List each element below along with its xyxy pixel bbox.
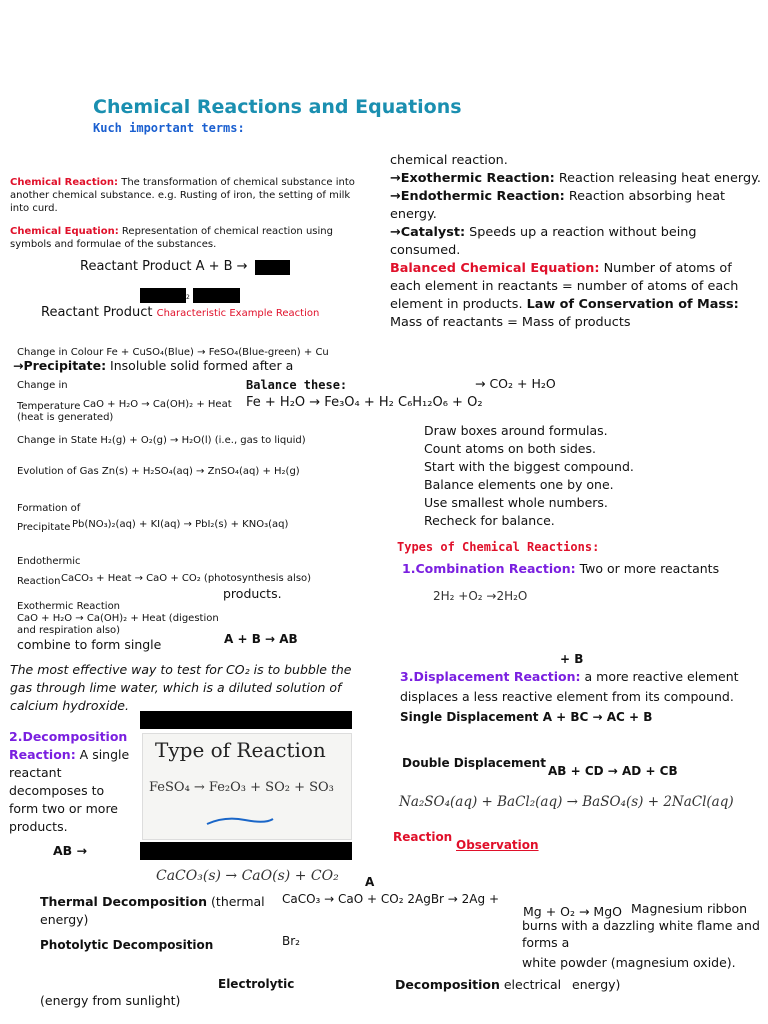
type-of-reaction-image	[142, 733, 352, 840]
right-definitions	[390, 152, 762, 332]
reactant-product-line2	[41, 305, 319, 320]
decomposition-text: A single reactant decomposes to form two or more products.	[9, 747, 130, 834]
products-word: products.	[223, 586, 282, 601]
endothermic-def	[390, 188, 762, 224]
energy-close: energy)	[572, 977, 621, 992]
endothermic-equation: CaCO₃ + Heat → CaO + CO₂ (photosynthesis also)	[61, 573, 312, 584]
endothermic-term: →Endothermic Reaction:	[390, 189, 565, 204]
law-conservation-term: Law of Conservation of Mass:	[526, 297, 739, 312]
decomposition-def	[9, 728, 137, 836]
chemical-equation-def	[10, 225, 360, 251]
step-item: Recheck for balance.	[424, 513, 555, 528]
gas-evolution-row: Evolution of Gas Zn(s) + H₂SO₄(aq) → ZnSO₄(aq) + H₂(g)	[17, 466, 300, 477]
mg-description: Magnesium ribbon burns with a dazzling white flame and forms a	[522, 901, 760, 950]
endothermic-label: Endothermic	[17, 556, 81, 567]
redaction-box	[193, 288, 240, 303]
reaction-label: Reaction	[17, 576, 61, 587]
combination-term: 1.Combination Reaction:	[402, 561, 576, 576]
types-title: Types of Chemical Reactions:	[397, 540, 600, 554]
combination-def	[402, 561, 719, 576]
balancing-steps	[424, 422, 634, 530]
chemical-reaction-term: Chemical Reaction:	[10, 177, 119, 188]
br2-product: Br₂	[282, 934, 300, 948]
colour-change-row: Change in Colour Fe + CuSO₄(Blue) → FeSO₄(Blue-green) + Cu	[17, 347, 329, 358]
precipitate-term: →Precipitate:	[13, 358, 107, 373]
exothermic-title: Exothermic Reaction	[17, 601, 121, 612]
page-title: Chemical Reactions and Equations	[93, 96, 462, 118]
double-displacement-equation: AB + CD → AD + CB	[548, 764, 678, 778]
exothermic-text: Reaction releasing heat energy.	[554, 171, 761, 186]
photolytic-decomposition: Photolytic Decomposition	[40, 938, 214, 952]
electrolytic-label: Electrolytic	[218, 977, 295, 991]
exothermic-equation-cont: and respiration also)	[17, 625, 121, 636]
thermal-decomposition-term: Thermal Decomposition	[40, 894, 208, 909]
precipitate-def: Insoluble solid formed after a	[106, 358, 294, 373]
exothermic-term: →Exothermic Reaction:	[390, 171, 555, 186]
exothermic-equation: CaO + H₂O → Ca(OH)₂ + Heat (digestion	[17, 613, 219, 624]
reaction-heading: Reaction	[393, 830, 453, 844]
underline-swoosh-icon	[205, 814, 275, 828]
redaction-box	[140, 711, 352, 729]
redaction-box	[140, 288, 186, 303]
chemical-reaction-text: The transformation of chemical substance into another chemical substance. e.g. Rusting of iron, the setting of milk into curd.	[10, 177, 355, 214]
reactant-product-label: Reactant Product	[41, 305, 153, 320]
type-of-reaction-heading: Type of Reaction	[155, 738, 326, 762]
balance-equation: Fe + H₂O → Fe₃O₄ + H₂ C₆H₁₂O₆ + O₂	[246, 395, 483, 410]
redaction-box	[255, 260, 290, 275]
ab-arrow: AB →	[53, 843, 88, 858]
step-item: Use smallest whole numbers.	[424, 495, 608, 510]
electrolytic-decomposition	[395, 977, 561, 992]
double-displacement: Double Displacement	[402, 756, 546, 770]
step-item: Balance elements one by one.	[424, 477, 614, 492]
caco3-image-equation: CaCO₃(s) → CaO(s) + CO₂	[156, 868, 339, 884]
chemical-equation-text: Representation of chemical reaction using symbols and formulae of the substances.	[10, 226, 333, 250]
temperature-label: Temperature	[17, 401, 81, 412]
page-subtitle: Kuch important terms:	[93, 121, 245, 135]
heat-generated-note: (heat is generated)	[17, 412, 114, 423]
law-conservation-text: Mass of reactants = Mass of products	[390, 315, 631, 330]
mg-equation: Mg + O₂ → MgO	[523, 904, 622, 919]
precipitate-label: Precipitate	[17, 522, 71, 533]
displacement-text: a more reactive element displaces a less reactive element from its compound.	[400, 669, 739, 704]
a-letter: A	[365, 875, 375, 889]
balanced-equation-text: Number of atoms of each element in reactants = number of atoms of each element in products.	[390, 261, 739, 312]
step-item: Draw boxes around formulas.	[424, 423, 608, 438]
co2-h2o-product: → CO₂ + H₂O	[475, 376, 556, 391]
displacement-term: 3.Displacement Reaction:	[400, 669, 581, 684]
endothermic-text: Reaction absorbing heat energy.	[390, 189, 726, 222]
decomposition-term: 2.Decomposition Reaction:	[9, 729, 128, 762]
catalyst-term: →Catalyst:	[390, 225, 466, 240]
white-powder-note: white powder (magnesium oxide).	[522, 955, 736, 970]
combination-text: Two or more reactants	[575, 561, 720, 576]
formation-of-label: Formation of	[17, 503, 81, 514]
exothermic-def	[390, 170, 762, 188]
combine-single-text: combine to form single	[17, 637, 162, 652]
h2o-image-equation: 2H₂ +O₂ →2H₂O	[433, 589, 528, 603]
catalyst-def	[390, 224, 762, 260]
electrical-word: electrical	[499, 977, 562, 992]
single-displacement: Single Displacement A + BC → AC + B	[400, 710, 653, 724]
plus-b: + B	[560, 652, 584, 666]
temperature-equation: CaO + H₂O → Ca(OH)₂ + Heat	[83, 399, 232, 410]
precipitate-equation: Pb(NO₃)₂(aq) + KI(aq) → PbI₂(s) + KNO₃(aq)	[72, 519, 289, 530]
step-item: Count atoms on both sides.	[424, 441, 596, 456]
change-in-label: Change in	[17, 380, 68, 391]
thermal-decomposition-text: (thermal energy)	[40, 894, 265, 927]
feso4-equation: FeSO₄ → Fe₂O₃ + SO₂ + SO₃	[149, 780, 334, 795]
balanced-equation-def	[390, 260, 762, 332]
balance-these-label: Balance these:	[246, 378, 348, 392]
reactant-product-line1: Reactant Product A + B →	[80, 259, 248, 274]
decomposition-word: Decomposition	[395, 977, 500, 992]
balanced-equation-term: Balanced Chemical Equation:	[390, 261, 600, 276]
displacement-def	[400, 667, 760, 707]
chemical-equation-term: Chemical Equation:	[10, 226, 119, 237]
na2so4-image-equation: Na₂SO₄(aq) + BaCl₂(aq) → BaSO₄(s) + 2NaCl(aq)	[399, 794, 734, 810]
state-change-row: Change in State H₂(g) + O₂(g) → H₂O(l) (i.e., gas to liquid)	[17, 435, 306, 446]
caco3-text-equation: CaCO₃ → CaO + CO₂ 2AgBr → 2Ag +	[282, 892, 500, 906]
combination-formula: A + B → AB	[224, 632, 298, 646]
precipitate-row	[13, 358, 293, 373]
characteristic-example-label: Characteristic Example Reaction	[156, 308, 320, 319]
chemical-reaction-cont: chemical reaction.	[390, 153, 508, 168]
small-subscript: 2	[186, 294, 190, 301]
step-item: Start with the biggest compound.	[424, 459, 634, 474]
energy-sunlight: (energy from sunlight)	[40, 993, 181, 1008]
catalyst-text: Speeds up a reaction without being consumed.	[390, 225, 697, 258]
thermal-decomposition	[40, 893, 272, 929]
observation-heading: Observation	[456, 838, 539, 852]
chemical-reaction-def	[10, 176, 365, 215]
redaction-box	[140, 842, 352, 860]
co2-test-note: The most effective way to test for CO₂ is to bubble the gas through lime water, which is a diluted solution of calcium hydroxide.	[10, 662, 352, 713]
